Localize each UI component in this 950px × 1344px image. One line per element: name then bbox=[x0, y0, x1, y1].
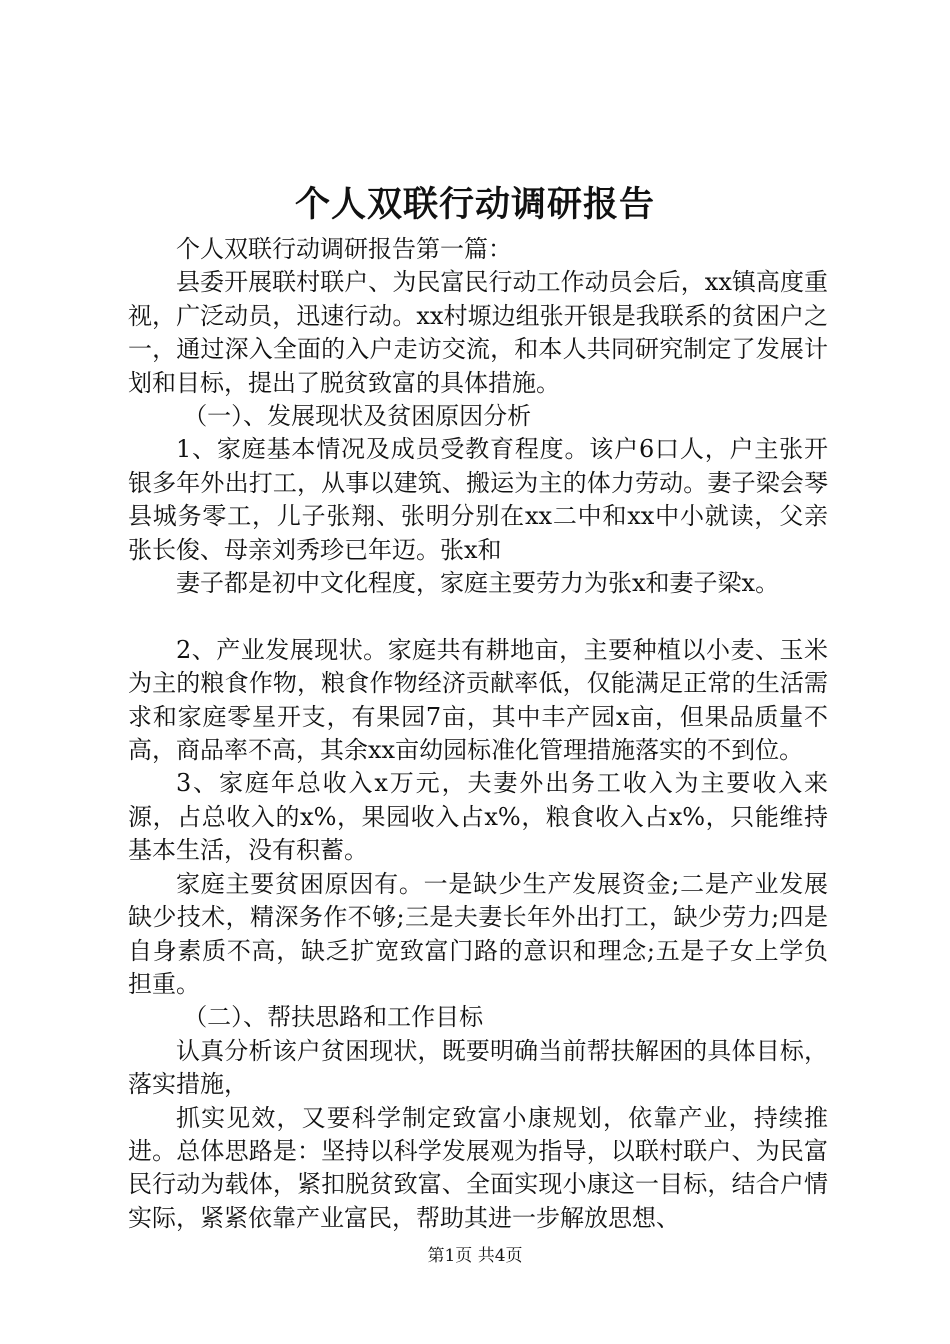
paragraph: 认真分析该户贫困现状，既要明确当前帮扶解困的具体目标，落实措施， bbox=[128, 1036, 828, 1099]
paragraph: 县委开展联村联户、为民富民行动工作动员会后，xx镇高度重视，广泛动员，迅速行动。xx村塬边组张开银是我联系的贫困户之一，通过深入全面的入户走访交流，和本人共同研究制定了发展计划和目标，提出了脱贫致富的具体措施。 bbox=[128, 268, 828, 397]
paragraph: 家庭主要贫困原因有。一是缺少生产发展资金;二是产业发展缺少技术，精深务作不够;三是夫妻长年外出打工，缺少劳力;四是自身素质不高，缺乏扩宽致富门路的意识和理念;五是子女上学负担重。 bbox=[128, 869, 828, 998]
paragraph: 妻子都是初中文化程度，家庭主要劳力为张x和妻子梁x。 bbox=[176, 569, 780, 598]
paragraph: 抓实见效，又要科学制定致富小康规划，依靠产业，持续推进。总体思路是：坚持以科学发展观为指导，以联村联户、为民富民行动为载体，紧扣脱贫致富、全面实现小康这一目标，结合户情实际，紧紧依靠产业富民，帮助其进一步解放思想、 bbox=[128, 1103, 828, 1232]
paragraph: 1、家庭基本情况及成员受教育程度。该户6口人，户主张开银多年外出打工，从事以建筑、搬运为主的体力劳动。妻子梁会琴县城务零工，儿子张翔、张明分别在xx二中和xx中小就读，父亲张长俊、母亲刘秀珍已年迈。张x和 bbox=[128, 435, 828, 564]
document-title: 个人双联行动调研报告 bbox=[294, 184, 655, 225]
paragraph: 2、产业发展现状。家庭共有耕地亩，主要种植以小麦、玉米为主的粮食作物，粮食作物经济贡献率低，仅能满足正常的生活需求和家庭零星开支，有果园7亩，其中丰产园x亩，但果品质量不高，商品率不高，其余xx亩幼园标准化管理措施落实的不到位。 bbox=[128, 635, 828, 765]
page-number-footer: 第1页 共4页 bbox=[427, 1246, 523, 1266]
section-heading: （一）、发展现状及贫困原因分析 bbox=[183, 402, 532, 431]
blank-line bbox=[128, 600, 828, 633]
paragraph-intro: 个人双联行动调研报告第一篇： bbox=[176, 235, 512, 263]
section-heading: （二）、帮扶思路和工作目标 bbox=[183, 1003, 484, 1032]
paragraph: 3、家庭年总收入x万元，夫妻外出务工收入为主要收入来源，占总收入的x%，果园收入占x%，粮食收入占x%，只能维持基本生活，没有积蓄。 bbox=[128, 769, 828, 865]
document-body bbox=[128, 233, 828, 1235]
